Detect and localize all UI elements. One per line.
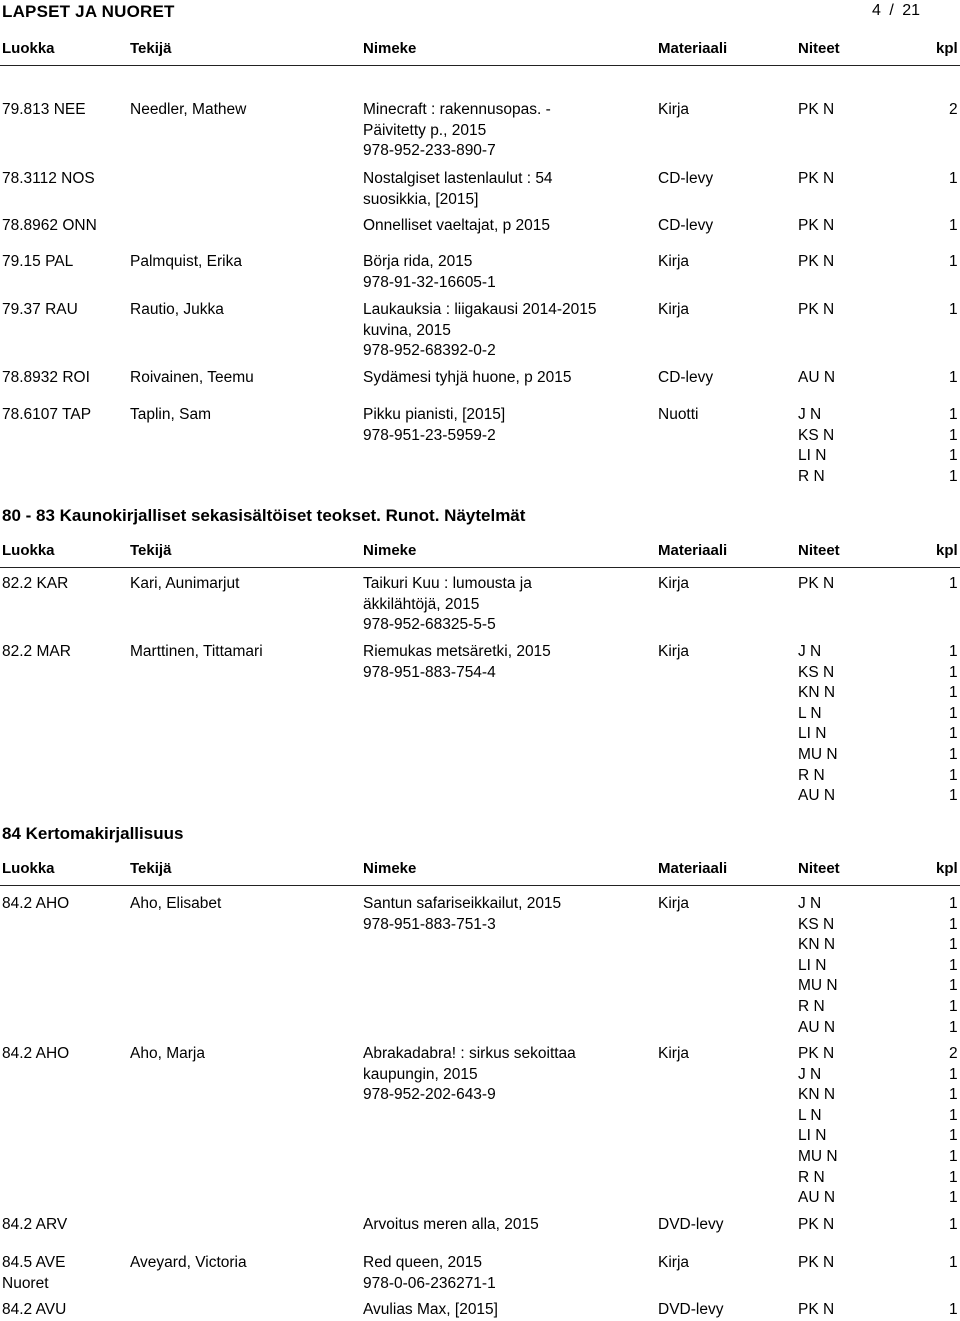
entry-nimeke-line: Onnelliset vaeltajat, p 2015	[363, 217, 550, 234]
entry-materiaali: Kirja	[658, 1045, 690, 1062]
entry-niteet-location: PK N	[798, 101, 835, 118]
entry-niteet-location: KS N	[798, 915, 835, 933]
entry-materiaali: DVD-levy	[658, 1301, 724, 1318]
entry-nimeke-line: Abrakadabra! : sirkus sekoittaa	[363, 1045, 576, 1062]
entry-niteet-location: LI N	[798, 956, 827, 974]
column-header-nimeke: Nimeke	[363, 860, 417, 877]
entry-nimeke-line: 978-952-68325-5-5	[363, 616, 496, 634]
entry-nimeke-line: Pikku pianisti, [2015]	[363, 406, 506, 423]
entry-materiaali: Kirja	[658, 253, 690, 270]
column-header-materiaali: Materiaali	[658, 860, 728, 877]
entry-kpl-count: 1	[949, 1018, 958, 1036]
entry-nimeke-line: äkkilähtöjä, 2015	[363, 595, 480, 613]
column-header-luokka: Luokka	[2, 542, 55, 559]
entry-luokka: 82.2 KAR	[2, 575, 69, 592]
entry-nimeke-line: Avulias Max, [2015]	[363, 1301, 498, 1318]
entry-kpl-count: 1	[949, 467, 958, 485]
entry-tekija: Roivainen, Teemu	[130, 369, 254, 386]
entry-nimeke-line: Arvoitus meren alla, 2015	[363, 1216, 539, 1233]
entry-niteet-location: PK N	[798, 1045, 835, 1062]
entry-materiaali: Nuotti	[658, 406, 699, 423]
entry-materiaali: Kirja	[658, 301, 690, 318]
entry-tekija: Aveyard, Victoria	[130, 1254, 247, 1271]
entry-luokka: 78.8962 ONN	[2, 217, 97, 234]
entry-materiaali: Kirja	[658, 895, 690, 912]
column-header-nimeke: Nimeke	[363, 542, 417, 559]
entry-kpl-count: 1	[949, 936, 958, 954]
entry-materiaali: Kirja	[658, 1254, 690, 1271]
entry-luokka: 82.2 MAR	[2, 643, 71, 660]
entry-tekija: Taplin, Sam	[130, 406, 211, 423]
entry-kpl-count: 1	[949, 253, 958, 270]
entry-niteet-location: KN N	[798, 936, 836, 954]
entry-kpl-count: 1	[949, 1254, 958, 1271]
entry-niteet-location: AU N	[798, 369, 836, 386]
entry-tekija: Aho, Elisabet	[130, 895, 222, 912]
entry-luokka: 84.2 AHO	[2, 1045, 70, 1062]
entry-tekija: Rautio, Jukka	[130, 301, 224, 318]
entry-kpl-count: 1	[949, 217, 958, 234]
entry-kpl-count: 1	[949, 301, 958, 318]
column-header-nimeke: Nimeke	[363, 40, 417, 57]
entry-kpl-count: 1	[949, 725, 958, 743]
header-rule	[0, 567, 960, 568]
entry-luokka: 84.2 AHO	[2, 895, 70, 912]
page-number	[872, 2, 920, 20]
entry-kpl-count: 1	[949, 643, 958, 660]
entry-nimeke-line: 978-951-23-5959-2	[363, 426, 496, 444]
entry-nimeke-line: Minecraft : rakennusopas. -	[363, 101, 551, 118]
entry-niteet-location: PK N	[798, 575, 835, 592]
entry-nimeke-line: Santun safariseikkailut, 2015	[363, 895, 562, 912]
entry-niteet-location: R N	[798, 998, 825, 1015]
entry-niteet-location: PK N	[798, 301, 835, 318]
entry-luokka: 79.37 RAU	[2, 301, 78, 318]
column-header-kpl: kpl	[936, 40, 958, 57]
entry-nimeke-line: Sydämesi tyhjä huone, p 2015	[363, 369, 572, 386]
entry-luokka: 78.6107 TAP	[2, 406, 92, 423]
entry-materiaali: Kirja	[658, 575, 690, 592]
entry-kpl-count: 1	[949, 406, 958, 423]
entry-materiaali: Kirja	[658, 643, 690, 660]
entry-kpl-count: 1	[949, 369, 958, 386]
entry-niteet-location: R N	[798, 766, 825, 784]
entry-luokka: 84.5 AVE	[2, 1254, 66, 1271]
entry-nimeke-line: Börja rida, 2015	[363, 253, 473, 270]
entry-kpl-count: 1	[949, 1301, 958, 1318]
section-title: 80 - 83 Kaunokirjalliset sekasisältöiset teokset. Runot. Näytelmät	[2, 506, 526, 525]
entry-niteet-location: J N	[798, 1065, 822, 1083]
entry-niteet-location: MU N	[798, 746, 838, 763]
entry-kpl-count: 1	[949, 1216, 958, 1233]
page-total: 21	[902, 2, 921, 19]
entry-niteet-location: KS N	[798, 426, 835, 444]
column-header-kpl: kpl	[936, 542, 958, 559]
entry-niteet-location: R N	[798, 467, 825, 485]
entry-niteet-location: AU N	[798, 1189, 836, 1207]
entry-kpl-count: 1	[949, 447, 958, 465]
column-header-kpl: kpl	[936, 860, 958, 877]
entry-niteet-location: MU N	[798, 1148, 838, 1165]
entry-niteet-location: KS N	[798, 663, 835, 681]
entry-niteet-location: KN N	[798, 684, 836, 702]
entry-nimeke-line: Riemukas metsäretki, 2015	[363, 643, 551, 660]
entry-materiaali: CD-levy	[658, 369, 714, 386]
column-header-tekija: Tekijä	[130, 542, 172, 559]
page-title: LAPSET JA NUORET	[2, 2, 175, 21]
entry-niteet-location: J N	[798, 406, 822, 423]
entry-kpl-count: 1	[949, 426, 958, 444]
entry-nimeke-line: Red queen, 2015	[363, 1254, 482, 1271]
header-rule	[0, 65, 960, 66]
entry-nimeke-line: kaupungin, 2015	[363, 1065, 478, 1083]
entry-kpl-count: 1	[949, 746, 958, 763]
entry-luokka: 84.2 AVU	[2, 1301, 67, 1318]
column-header-materiaali: Materiaali	[658, 40, 728, 57]
entry-nimeke-line: Nostalgiset lastenlaulut : 54	[363, 170, 553, 187]
column-header-luokka: Luokka	[2, 860, 55, 877]
entry-niteet-location: L N	[798, 1106, 822, 1124]
entry-tekija: Marttinen, Tittamari	[130, 643, 263, 660]
entry-nimeke-line: 978-91-32-16605-1	[363, 273, 496, 291]
entry-kpl-count: 2	[949, 101, 958, 118]
entry-kpl-count: 1	[949, 915, 958, 933]
entry-kpl-count: 1	[949, 684, 958, 702]
entry-kpl-count: 1	[949, 1127, 958, 1145]
column-header-niteet: Niteet	[798, 542, 840, 559]
entry-kpl-count: 1	[949, 1106, 958, 1124]
column-header-niteet: Niteet	[798, 860, 840, 877]
entry-luokka: 84.2 ARV	[2, 1216, 68, 1233]
entry-tekija: Kari, Aunimarjut	[130, 575, 240, 592]
entry-materiaali: CD-levy	[658, 170, 714, 187]
entry-kpl-count: 1	[949, 956, 958, 974]
entry-niteet-location: R N	[798, 1168, 825, 1186]
entry-niteet-location: L N	[798, 704, 822, 722]
entry-tekija: Needler, Mathew	[130, 101, 247, 118]
column-header-luokka: Luokka	[2, 40, 55, 57]
entry-tekija: Aho, Marja	[130, 1045, 205, 1062]
entry-niteet-location: PK N	[798, 1216, 835, 1233]
entry-luokka: 79.813 NEE	[2, 101, 86, 118]
entry-nimeke-line: 978-952-202-643-9	[363, 1086, 496, 1104]
header-rule	[0, 885, 960, 886]
entry-niteet-location: PK N	[798, 170, 835, 187]
entry-kpl-count: 1	[949, 766, 958, 784]
entry-kpl-count: 1	[949, 663, 958, 681]
entry-nimeke-line: 978-951-883-754-4	[363, 663, 496, 681]
entry-luokka: 79.15 PAL	[2, 253, 74, 270]
section-title: 84 Kertomakirjallisuus	[2, 824, 184, 843]
entry-kpl-count: 1	[949, 1065, 958, 1083]
entry-niteet-location: MU N	[798, 977, 838, 995]
entry-tekija: Palmquist, Erika	[130, 253, 242, 270]
entry-kpl-count: 1	[949, 1189, 958, 1207]
entry-nimeke-line: 978-0-06-236271-1	[363, 1274, 496, 1292]
entry-nimeke-line: 978-952-233-890-7	[363, 142, 496, 160]
entry-kpl-count: 1	[949, 998, 958, 1015]
entry-luokka: Nuoret	[2, 1274, 49, 1292]
entry-kpl-count: 1	[949, 1148, 958, 1165]
entry-niteet-location: J N	[798, 643, 822, 660]
entry-nimeke-line: 978-951-883-751-3	[363, 915, 496, 933]
entry-nimeke-line: suosikkia, [2015]	[363, 190, 479, 208]
entry-kpl-count: 1	[949, 170, 958, 187]
entry-materiaali: Kirja	[658, 101, 690, 118]
entry-niteet-location: AU N	[798, 787, 836, 805]
entry-niteet-location: LI N	[798, 1127, 827, 1145]
page-current: 4	[872, 2, 881, 19]
entry-niteet-location: LI N	[798, 725, 827, 743]
entry-niteet-location: PK N	[798, 253, 835, 270]
entry-kpl-count: 1	[949, 575, 958, 592]
entry-kpl-count: 1	[949, 704, 958, 722]
entry-niteet-location: PK N	[798, 1254, 835, 1271]
entry-kpl-count: 1	[949, 1168, 958, 1186]
entry-luokka: 78.8932 ROI	[2, 369, 90, 386]
entry-niteet-location: KN N	[798, 1086, 836, 1104]
column-header-niteet: Niteet	[798, 40, 840, 57]
entry-nimeke-line: Päivitetty p., 2015	[363, 121, 487, 139]
column-header-tekija: Tekijä	[130, 860, 172, 877]
column-header-materiaali: Materiaali	[658, 542, 728, 559]
entry-materiaali: CD-levy	[658, 217, 714, 234]
entry-kpl-count: 1	[949, 977, 958, 995]
entry-niteet-location: PK N	[798, 217, 835, 234]
entry-niteet-location: LI N	[798, 447, 827, 465]
entry-kpl-count: 2	[949, 1045, 958, 1062]
entry-nimeke-line: 978-952-68392-0-2	[363, 342, 496, 360]
entry-niteet-location: PK N	[798, 1301, 835, 1318]
entry-nimeke-line: Taikuri Kuu : lumousta ja	[363, 575, 532, 592]
entry-kpl-count: 1	[949, 787, 958, 805]
entry-kpl-count: 1	[949, 1086, 958, 1104]
entry-luokka: 78.3112 NOS	[2, 170, 95, 187]
entry-nimeke-line: kuvina, 2015	[363, 321, 451, 339]
entry-materiaali: DVD-levy	[658, 1216, 724, 1233]
entry-niteet-location: J N	[798, 895, 822, 912]
entry-niteet-location: AU N	[798, 1018, 836, 1036]
entry-nimeke-line: Laukauksia : liigakausi 2014-2015	[363, 301, 597, 318]
column-header-tekija: Tekijä	[130, 40, 172, 57]
page-separator: /	[889, 2, 894, 19]
entry-kpl-count: 1	[949, 895, 958, 912]
